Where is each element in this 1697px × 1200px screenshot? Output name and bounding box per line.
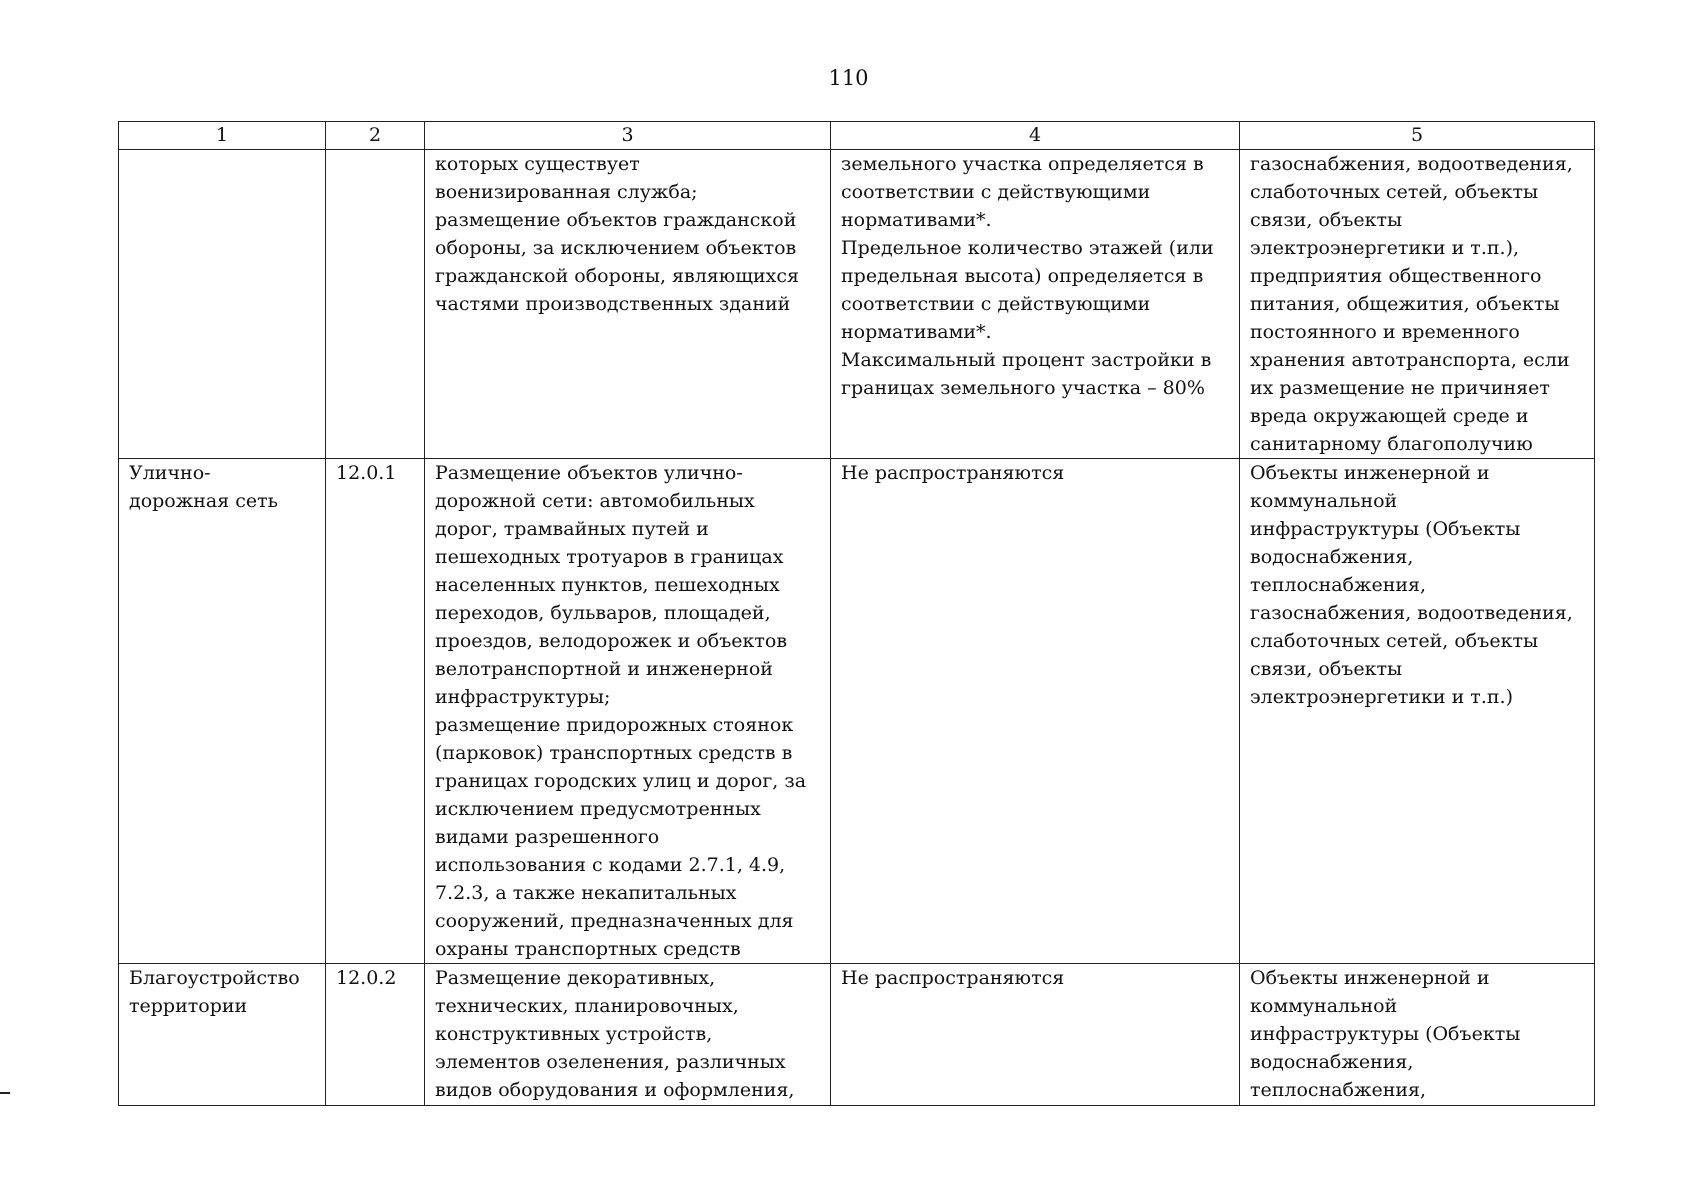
parameters: Не распространяются (841, 462, 1065, 484)
use-description-cell (425, 964, 831, 1106)
use-code-cell (326, 150, 425, 459)
parameters: земельного участка определяется в соответствии с действующими нормативами*. Предельное количество этажей (или предельная высота) определяется в соответствии с действующими нормативами*. Максимальный процент застройки в границах земельного участка – 80% (841, 153, 1214, 399)
use-code-cell (326, 459, 425, 964)
auxiliary-uses-cell (1240, 150, 1595, 459)
column-header-3: 3 (425, 122, 831, 150)
header-row (119, 122, 1595, 150)
use-description-cell (425, 459, 831, 964)
column-header-5: 5 (1240, 122, 1595, 150)
use-name-cell (119, 459, 326, 964)
auxiliary-uses-cell (1240, 459, 1595, 964)
table-row (119, 150, 1595, 459)
use-name-cell (119, 964, 326, 1106)
column-header-4: 4 (831, 122, 1240, 150)
use-name-cell (119, 150, 326, 459)
column-header-1: 1 (119, 122, 326, 150)
auxiliary-uses: Объекты инженерной и коммунальной инфраструктуры (Объекты водоснабжения, теплоснабжения, (1250, 967, 1521, 1101)
use-description: Размещение объектов улично- дорожной сети: автомобильных дорог, трамвайных путей и пешеходных тротуаров в границах населенных пунктов, пешеходных переходов, бульваров, площадей, проездов, велодорожек и объектов велотранспортной и инженерной инфраструктуры; размещение придорожных стоянок (парковок) транспортных средств в границах городских улиц и дорог, за исключением предусмотренных видами разрешенного использования с кодами 2.7.1, 4.9, 7.2.3, а также некапитальных сооружений, предназначенных для охраны транспортных средств (435, 462, 807, 960)
use-description: Размещение декоративных, технических, планировочных, конструктивных устройств, элементов озеленения, различных видов оборудования и оформления, (435, 967, 795, 1101)
parameters-cell (831, 459, 1240, 964)
use-code-cell (326, 964, 425, 1106)
auxiliary-uses: газоснабжения, водоотведения, слаботочных сетей, объекты связи, объекты электроэнергетики и т.п.), предприятия общественного питания, общежития, объекты постоянного и временного хранения автотранспорта, если их размещение не причиняет вреда окружающей среде и санитарному благополучию (1250, 153, 1573, 455)
use-code: 12.0.2 (336, 967, 397, 989)
parameters: Не распространяются (841, 967, 1065, 989)
auxiliary-uses: Объекты инженерной и коммунальной инфраструктуры (Объекты водоснабжения, теплоснабжения, газоснабжения, водоотведения, слаботочных сетей, объекты связи, объекты электроэнергетики и т.п.) (1250, 462, 1573, 708)
use-description: которых существует военизированная служба; размещение объектов гражданской обороны, за исключением объектов гражданской обороны, являющихся частями производственных зданий (435, 153, 800, 315)
parameters-cell (831, 964, 1240, 1106)
use-name: Улично- дорожная сеть (129, 462, 278, 512)
table-row (119, 964, 1595, 1106)
parameters-cell (831, 150, 1240, 459)
margin-mark (0, 1092, 10, 1094)
zoning-table (118, 121, 1595, 1106)
auxiliary-uses-cell (1240, 964, 1595, 1106)
page-number: 110 (828, 66, 869, 90)
use-description-cell (425, 150, 831, 459)
table-row (119, 459, 1595, 964)
use-code: 12.0.1 (336, 462, 397, 484)
column-header-2: 2 (326, 122, 425, 150)
use-name: Благоустройство территории (129, 967, 300, 1017)
